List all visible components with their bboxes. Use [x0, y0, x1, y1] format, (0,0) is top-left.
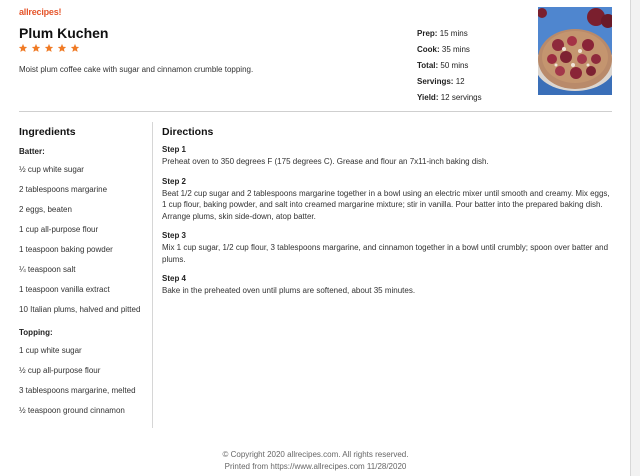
meta-label: Prep: — [417, 29, 438, 38]
recipe-meta — [417, 26, 482, 106]
plum-cake-image — [538, 7, 612, 95]
step-label: Step 4 — [162, 274, 187, 283]
copyright-text: © Copyright 2020 allrecipes.com. All rights reserved. — [222, 450, 409, 459]
column-divider — [152, 122, 153, 428]
step-text: Mix 1 cup sugar, 1/2 cup flour, 3 tablespoons margarine, and cinnamon together in a bowl until crumbly; spoon over batter and plums. — [162, 243, 609, 264]
star-icon — [70, 43, 80, 53]
ingredient-item: 1 cup all-purpose flour — [19, 225, 99, 234]
ingredient-item: 3 tablespoons margarine, melted — [19, 386, 136, 395]
meta-label: Total: — [417, 61, 439, 70]
recipe-title: Plum Kuchen — [19, 25, 109, 41]
ingredient-item: 1 teaspoon vanilla extract — [19, 285, 110, 294]
recipe-summary: Moist plum coffee cake with sugar and cinnamon crumble topping. — [19, 65, 254, 74]
meta-row — [417, 26, 482, 42]
ingredients-heading: Ingredients — [19, 126, 76, 138]
ingredient-item: ½ cup all-purpose flour — [19, 366, 101, 375]
meta-row — [417, 90, 482, 106]
meta-value: 35 mins — [441, 45, 470, 54]
star-icon — [57, 43, 67, 53]
ingredient-item: 1 teaspoon baking powder — [19, 245, 113, 254]
ingredient-item: 2 tablespoons margarine — [19, 185, 108, 194]
step-text: Beat 1/2 cup sugar and 2 tablespoons margarine together in a bowl using an electric mixer until smooth and creamy. Mix eggs, 1 cup flour, baking powder, and salt into creamed margarine mixture; stir in vanilla. Pour batter into the prepared baking dish. Arrange plums, skin side-down, atop batter. — [162, 188, 610, 221]
ingredient-item: ½ cup white sugar — [19, 165, 84, 174]
printed-from-text: Printed from https://www.allrecipes.com 11/28/2020 — [224, 462, 407, 471]
step-text: Preheat oven to 350 degrees F (175 degrees C). Grease and flour an 7x11-inch baking dish. — [162, 157, 489, 166]
step-label: Step 3 — [162, 231, 187, 240]
plum-cake-photo — [538, 7, 612, 95]
meta-label: Servings: — [417, 77, 454, 86]
star-icon — [18, 43, 28, 53]
meta-value: 15 mins — [439, 29, 468, 38]
step-label: Step 2 — [162, 176, 187, 186]
meta-row — [417, 58, 482, 74]
directions-heading: Directions — [162, 126, 214, 138]
ingredient-item: 2 eggs, beaten — [19, 205, 72, 214]
step-text: Bake in the preheated oven until plums are softened, about 35 minutes. — [162, 286, 416, 295]
star-icon — [31, 43, 41, 53]
allrecipes-logo[interactable]: allrecipes! — [19, 7, 62, 17]
ingredients-column — [19, 126, 151, 417]
meta-label: Cook: — [417, 45, 440, 54]
header-divider — [19, 111, 612, 112]
meta-value: 50 mins — [440, 61, 469, 70]
ingredient-item: 1 cup white sugar — [19, 346, 82, 355]
ingredient-item: 10 Italian plums, halved and pitted — [19, 305, 141, 314]
ingredient-group-heading: Batter: — [19, 147, 45, 156]
directions-column — [162, 126, 614, 297]
rating-stars — [18, 43, 80, 53]
meta-row — [417, 42, 482, 58]
meta-value: 12 servings — [440, 93, 482, 102]
step-label: Step 1 — [162, 145, 187, 154]
meta-label: Yield: — [417, 93, 439, 102]
star-icon — [44, 43, 54, 53]
meta-row — [417, 74, 482, 90]
page-footer — [0, 449, 631, 473]
ingredient-group-heading: Topping: — [19, 328, 53, 337]
ingredient-item: ½ teaspoon ground cinnamon — [19, 406, 125, 415]
meta-value: 12 — [455, 77, 465, 86]
ingredient-item: ¼ teaspoon salt — [19, 265, 76, 274]
